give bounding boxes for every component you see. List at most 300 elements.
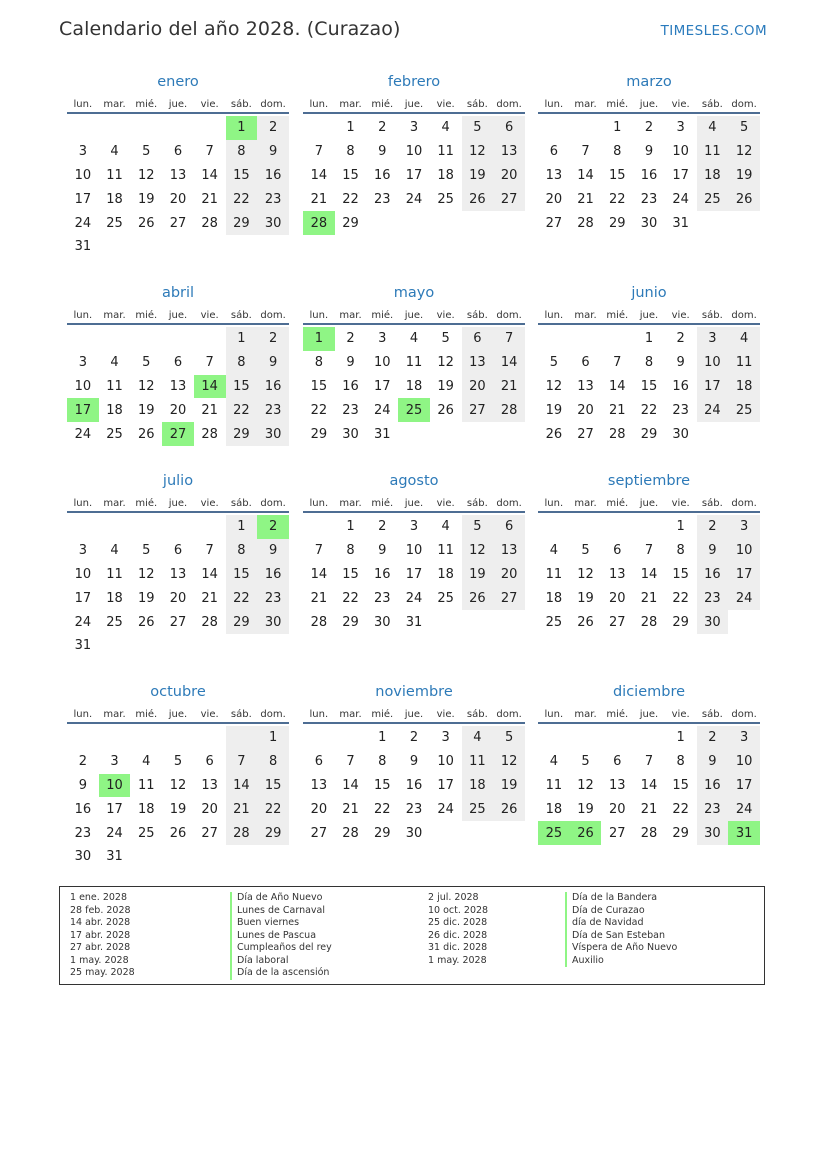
day-cell[interactable]: 25 [106,426,123,442]
day-cell[interactable]: 9 [78,777,87,793]
day-cell[interactable]: 2 [378,519,387,535]
day-cell[interactable]: 26 [462,187,494,211]
day-cell[interactable]: 14 [342,777,359,793]
day-cell[interactable]: 27 [310,825,328,841]
day-cell[interactable]: 12 [493,750,525,774]
day-cell[interactable]: 22 [672,801,689,817]
day-cell[interactable]: 1 [257,726,289,750]
day-cell[interactable]: 16 [640,167,658,183]
day-cell[interactable]: 24 [74,215,92,231]
day-cell[interactable]: 9 [257,140,289,164]
day-cell[interactable]: 3 [78,144,87,160]
day-cell[interactable]: 11 [437,543,454,559]
day-cell[interactable]: 26 [545,426,563,442]
day-cell[interactable]: 5 [173,754,183,770]
day-cell[interactable]: 18 [437,167,454,183]
day-cell[interactable]: 17 [672,167,689,183]
day-cell[interactable]: 6 [173,543,183,559]
day-cell[interactable]: 24 [74,426,92,442]
day-cell[interactable]: 20 [545,191,563,207]
day-cell[interactable]: 12 [728,140,760,164]
day-cell[interactable]: 4 [142,754,151,770]
day-cell[interactable]: 25 [462,797,494,821]
day-cell[interactable]: 18 [106,590,123,606]
day-cell[interactable]: 10 [74,378,92,394]
day-cell[interactable]: 23 [405,801,423,817]
day-cell[interactable]: 28 [640,825,658,841]
day-cell[interactable]: 15 [608,167,626,183]
day-cell[interactable]: 13 [169,566,187,582]
day-cell[interactable]: 3 [378,331,387,347]
day-cell[interactable]: 12 [577,566,594,582]
day-cell[interactable]: 20 [608,590,626,606]
day-cell[interactable]: 16 [672,378,689,394]
day-cell[interactable]: 9 [409,754,419,770]
day-cell[interactable]: 20 [608,801,626,817]
day-cell[interactable]: 8 [314,355,323,371]
day-cell[interactable]: 29 [226,211,258,235]
day-cell[interactable]: 12 [137,167,155,183]
day-cell[interactable]: 11 [106,378,123,394]
day-cell[interactable]: 10 [728,750,760,774]
day-cell[interactable]: 13 [310,777,328,793]
day-cell[interactable]: 11 [545,777,563,793]
day-cell[interactable]: 2 [409,730,419,746]
day-cell[interactable]: 6 [493,515,525,539]
day-cell[interactable]: 27 [162,422,194,446]
day-cell[interactable]: 17 [373,378,391,394]
day-cell[interactable]: 30 [74,849,92,865]
day-cell[interactable]: 17 [106,801,123,817]
day-cell[interactable]: 26 [462,586,494,610]
day-cell[interactable]: 8 [226,140,258,164]
day-cell[interactable]: 3 [78,543,87,559]
day-cell[interactable]: 4 [441,519,450,535]
day-cell[interactable]: 17 [405,566,423,582]
day-cell[interactable]: 26 [728,187,760,211]
day-cell[interactable]: 22 [257,797,289,821]
day-cell[interactable]: 5 [581,754,590,770]
day-cell[interactable]: 5 [441,331,450,347]
day-cell[interactable]: 21 [310,191,328,207]
day-cell[interactable]: 28 [201,215,218,231]
day-cell[interactable]: 25 [697,187,729,211]
day-cell[interactable]: 13 [493,140,525,164]
day-cell[interactable]: 13 [169,378,187,394]
day-cell[interactable]: 24 [672,191,689,207]
day-cell[interactable]: 25 [137,825,155,841]
day-cell[interactable]: 12 [169,777,187,793]
day-cell[interactable]: 3 [110,754,119,770]
day-cell[interactable]: 13 [608,777,626,793]
day-cell[interactable]: 1 [644,331,654,347]
day-cell[interactable]: 29 [640,426,658,442]
day-cell[interactable]: 23 [697,586,729,610]
day-cell[interactable]: 4 [549,754,558,770]
day-cell[interactable]: 18 [697,164,729,188]
day-cell[interactable]: 29 [226,422,258,446]
day-cell[interactable]: 26 [493,797,525,821]
day-cell[interactable]: 21 [640,590,658,606]
day-cell[interactable]: 11 [728,351,760,375]
day-cell[interactable]: 1 [226,327,258,351]
day-cell[interactable]: 16 [373,167,391,183]
day-cell[interactable]: 14 [310,167,328,183]
day-cell[interactable]: 29 [226,610,258,634]
day-cell[interactable]: 14 [201,566,218,582]
day-cell[interactable]: 22 [640,402,658,418]
day-cell[interactable]: 5 [142,144,151,160]
day-cell[interactable]: 27 [169,215,187,231]
day-cell[interactable]: 18 [106,402,123,418]
day-cell[interactable]: 24 [373,402,391,418]
day-cell[interactable]: 31 [672,215,689,231]
day-cell[interactable]: 2 [378,120,387,136]
day-cell[interactable]: 26 [169,825,187,841]
day-cell[interactable]: 30 [257,211,289,235]
day-cell[interactable]: 10 [99,774,131,798]
day-cell[interactable]: 19 [577,801,594,817]
day-cell[interactable]: 27 [462,398,494,422]
day-cell[interactable]: 25 [545,614,563,630]
day-cell[interactable]: 7 [205,355,214,371]
day-cell[interactable]: 15 [373,777,391,793]
day-cell[interactable]: 26 [437,402,454,418]
day-cell[interactable]: 20 [577,402,594,418]
day-cell[interactable]: 16 [697,774,729,798]
day-cell[interactable]: 2 [257,515,289,539]
day-cell[interactable]: 24 [437,801,454,817]
day-cell[interactable]: 30 [257,422,289,446]
day-cell[interactable]: 16 [373,566,391,582]
day-cell[interactable]: 23 [672,402,689,418]
day-cell[interactable]: 6 [493,116,525,140]
day-cell[interactable]: 18 [405,378,423,394]
day-cell[interactable]: 17 [728,563,760,587]
day-cell[interactable]: 6 [173,144,183,160]
day-cell[interactable]: 1 [346,120,355,136]
day-cell[interactable]: 21 [310,590,328,606]
day-cell[interactable]: 31 [74,638,92,654]
day-cell[interactable]: 7 [205,543,214,559]
day-cell[interactable]: 25 [728,398,760,422]
day-cell[interactable]: 2 [644,120,654,136]
day-cell[interactable]: 6 [173,355,183,371]
day-cell[interactable]: 11 [106,566,123,582]
day-cell[interactable]: 23 [74,825,92,841]
day-cell[interactable]: 25 [398,398,430,422]
day-cell[interactable]: 7 [644,754,654,770]
day-cell[interactable]: 8 [257,750,289,774]
day-cell[interactable]: 3 [728,726,760,750]
day-cell[interactable]: 15 [342,167,359,183]
day-cell[interactable]: 3 [697,327,729,351]
day-cell[interactable]: 20 [462,375,494,399]
day-cell[interactable]: 12 [545,378,563,394]
day-cell[interactable]: 14 [226,774,258,798]
day-cell[interactable]: 2 [257,327,289,351]
day-cell[interactable]: 25 [437,191,454,207]
day-cell[interactable]: 28 [577,215,594,231]
day-cell[interactable]: 13 [462,351,494,375]
day-cell[interactable]: 12 [462,140,494,164]
day-cell[interactable]: 15 [226,164,258,188]
day-cell[interactable]: 8 [676,543,685,559]
day-cell[interactable]: 22 [672,590,689,606]
day-cell[interactable]: 17 [74,590,92,606]
day-cell[interactable]: 23 [373,590,391,606]
day-cell[interactable]: 9 [378,543,387,559]
day-cell[interactable]: 7 [346,754,355,770]
day-cell[interactable]: 20 [310,801,328,817]
day-cell[interactable]: 10 [74,566,92,582]
day-cell[interactable]: 18 [437,566,454,582]
day-cell[interactable]: 28 [303,211,335,235]
day-cell[interactable]: 3 [441,730,450,746]
day-cell[interactable]: 22 [226,398,258,422]
day-cell[interactable]: 3 [409,120,419,136]
day-cell[interactable]: 18 [728,375,760,399]
day-cell[interactable]: 27 [493,586,525,610]
day-cell[interactable]: 4 [697,116,729,140]
day-cell[interactable]: 13 [608,566,626,582]
day-cell[interactable]: 13 [201,777,218,793]
day-cell[interactable]: 7 [644,543,654,559]
day-cell[interactable]: 23 [697,797,729,821]
day-cell[interactable]: 19 [137,590,155,606]
day-cell[interactable]: 2 [346,331,355,347]
day-cell[interactable]: 8 [613,144,622,160]
day-cell[interactable]: 16 [342,378,359,394]
day-cell[interactable]: 21 [226,797,258,821]
day-cell[interactable]: 26 [137,426,155,442]
day-cell[interactable]: 4 [409,331,419,347]
day-cell[interactable]: 16 [405,777,423,793]
day-cell[interactable]: 4 [462,726,494,750]
day-cell[interactable]: 10 [672,144,689,160]
day-cell[interactable]: 25 [106,215,123,231]
day-cell[interactable]: 10 [437,754,454,770]
day-cell[interactable]: 23 [257,586,289,610]
day-cell[interactable]: 9 [257,539,289,563]
day-cell[interactable]: 22 [226,187,258,211]
day-cell[interactable]: 19 [545,402,563,418]
day-cell[interactable]: 16 [257,375,289,399]
day-cell[interactable]: 15 [672,566,689,582]
day-cell[interactable]: 31 [728,821,760,845]
day-cell[interactable]: 1 [346,519,355,535]
day-cell[interactable]: 4 [441,120,450,136]
day-cell[interactable]: 17 [67,398,99,422]
day-cell[interactable]: 8 [676,754,685,770]
day-cell[interactable]: 8 [226,351,258,375]
day-cell[interactable]: 7 [613,355,622,371]
day-cell[interactable]: 25 [437,590,454,606]
day-cell[interactable]: 21 [640,801,658,817]
day-cell[interactable]: 5 [142,355,151,371]
day-cell[interactable]: 2 [676,331,685,347]
day-cell[interactable]: 22 [342,590,359,606]
day-cell[interactable]: 19 [462,164,494,188]
day-cell[interactable]: 11 [106,167,123,183]
day-cell[interactable]: 4 [549,543,558,559]
day-cell[interactable]: 28 [201,614,218,630]
day-cell[interactable]: 18 [137,801,155,817]
day-cell[interactable]: 27 [608,614,626,630]
day-cell[interactable]: 5 [493,726,525,750]
day-cell[interactable]: 31 [74,239,92,255]
day-cell[interactable]: 6 [549,144,558,160]
day-cell[interactable]: 30 [373,614,391,630]
day-cell[interactable]: 26 [577,614,594,630]
day-cell[interactable]: 15 [342,566,359,582]
day-cell[interactable]: 26 [137,215,155,231]
day-cell[interactable]: 6 [581,355,590,371]
day-cell[interactable]: 3 [728,515,760,539]
day-cell[interactable]: 12 [462,539,494,563]
day-cell[interactable]: 21 [201,191,218,207]
day-cell[interactable]: 16 [74,801,92,817]
day-cell[interactable]: 31 [373,426,391,442]
day-cell[interactable]: 5 [462,116,494,140]
day-cell[interactable]: 8 [346,543,355,559]
day-cell[interactable]: 4 [110,543,119,559]
day-cell[interactable]: 10 [74,167,92,183]
day-cell[interactable]: 18 [545,590,563,606]
day-cell[interactable]: 7 [581,144,590,160]
day-cell[interactable]: 14 [640,777,658,793]
day-cell[interactable]: 29 [257,821,289,845]
day-cell[interactable]: 25 [538,821,570,845]
day-cell[interactable]: 9 [378,144,387,160]
day-cell[interactable]: 19 [137,191,155,207]
day-cell[interactable]: 28 [608,426,626,442]
day-cell[interactable]: 22 [608,191,626,207]
day-cell[interactable]: 24 [697,398,729,422]
day-cell[interactable]: 28 [310,614,328,630]
day-cell[interactable]: 30 [697,821,729,845]
day-cell[interactable]: 7 [314,144,323,160]
day-cell[interactable]: 21 [608,402,626,418]
day-cell[interactable]: 16 [697,563,729,587]
day-cell[interactable]: 2 [257,116,289,140]
day-cell[interactable]: 21 [201,590,218,606]
day-cell[interactable]: 23 [257,187,289,211]
day-cell[interactable]: 29 [373,825,391,841]
day-cell[interactable]: 30 [405,825,423,841]
day-cell[interactable]: 11 [545,566,563,582]
day-cell[interactable]: 12 [137,378,155,394]
day-cell[interactable]: 13 [545,167,563,183]
day-cell[interactable]: 24 [74,614,92,630]
day-cell[interactable]: 15 [672,777,689,793]
day-cell[interactable]: 5 [581,543,590,559]
day-cell[interactable]: 2 [78,754,87,770]
day-cell[interactable]: 8 [378,754,387,770]
day-cell[interactable]: 28 [201,426,218,442]
day-cell[interactable]: 14 [201,167,218,183]
day-cell[interactable]: 13 [577,378,594,394]
day-cell[interactable]: 3 [78,355,87,371]
day-cell[interactable]: 7 [314,543,323,559]
day-cell[interactable]: 18 [545,801,563,817]
day-cell[interactable]: 9 [697,750,729,774]
day-cell[interactable]: 14 [577,167,594,183]
day-cell[interactable]: 27 [493,187,525,211]
day-cell[interactable]: 4 [110,144,119,160]
day-cell[interactable]: 8 [346,144,355,160]
day-cell[interactable]: 6 [462,327,494,351]
day-cell[interactable]: 22 [226,586,258,610]
day-cell[interactable]: 6 [613,543,622,559]
day-cell[interactable]: 22 [373,801,391,817]
day-cell[interactable]: 15 [310,378,328,394]
day-cell[interactable]: 15 [226,563,258,587]
day-cell[interactable]: 6 [205,754,214,770]
day-cell[interactable]: 8 [226,539,258,563]
day-cell[interactable]: 19 [137,402,155,418]
day-cell[interactable]: 23 [640,191,658,207]
day-cell[interactable]: 13 [493,539,525,563]
day-cell[interactable]: 14 [493,351,525,375]
day-cell[interactable]: 20 [201,801,218,817]
day-cell[interactable]: 21 [342,801,359,817]
day-cell[interactable]: 27 [169,614,187,630]
day-cell[interactable]: 12 [577,777,594,793]
day-cell[interactable]: 24 [405,191,423,207]
day-cell[interactable]: 6 [314,754,323,770]
day-cell[interactable]: 10 [697,351,729,375]
day-cell[interactable]: 2 [697,515,729,539]
day-cell[interactable]: 18 [462,774,494,798]
day-cell[interactable]: 1 [613,120,622,136]
day-cell[interactable]: 21 [577,191,594,207]
day-cell[interactable]: 12 [437,355,454,371]
day-cell[interactable]: 30 [672,426,689,442]
day-cell[interactable]: 15 [226,375,258,399]
day-cell[interactable]: 3 [676,120,685,136]
day-cell[interactable]: 27 [201,825,218,841]
day-cell[interactable]: 21 [493,375,525,399]
day-cell[interactable]: 31 [106,849,123,865]
day-cell[interactable]: 30 [697,610,729,634]
day-cell[interactable]: 10 [405,543,423,559]
day-cell[interactable]: 7 [226,750,258,774]
day-cell[interactable]: 1 [378,730,387,746]
day-cell[interactable]: 11 [405,355,423,371]
day-cell[interactable]: 14 [640,566,658,582]
day-cell[interactable]: 14 [194,375,226,399]
day-cell[interactable]: 14 [310,566,328,582]
day-cell[interactable]: 28 [226,821,258,845]
day-cell[interactable]: 30 [257,610,289,634]
day-cell[interactable]: 24 [106,825,123,841]
day-cell[interactable]: 20 [169,402,187,418]
day-cell[interactable]: 17 [405,167,423,183]
day-cell[interactable]: 11 [462,750,494,774]
day-cell[interactable]: 24 [728,586,760,610]
day-cell[interactable]: 24 [405,590,423,606]
day-cell[interactable]: 29 [342,614,359,630]
day-cell[interactable]: 17 [74,191,92,207]
day-cell[interactable]: 23 [342,402,359,418]
day-cell[interactable]: 19 [169,801,187,817]
day-cell[interactable]: 15 [257,774,289,798]
day-cell[interactable]: 8 [644,355,654,371]
day-cell[interactable]: 1 [226,515,258,539]
day-cell[interactable]: 14 [608,378,626,394]
day-cell[interactable]: 24 [728,797,760,821]
